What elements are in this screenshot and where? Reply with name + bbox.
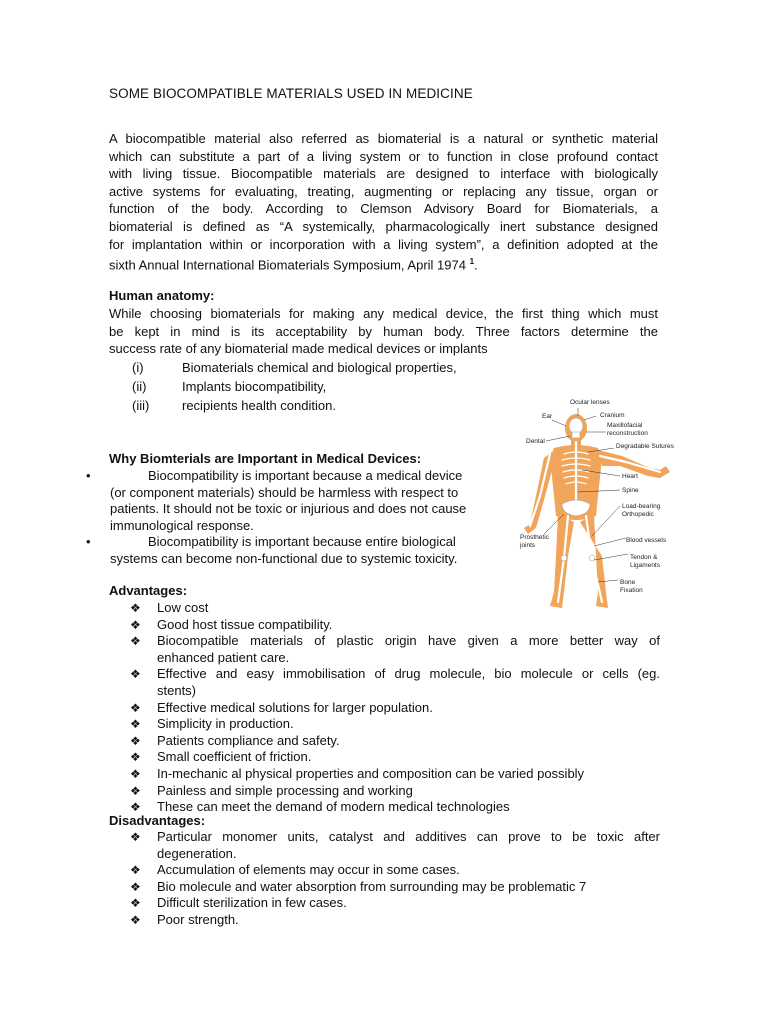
- advantages-item-text: Effective medical solutions for larger population.: [157, 699, 433, 715]
- diamond-bullet-icon: ❖: [130, 717, 141, 732]
- label-fixation: Fixation: [620, 587, 643, 594]
- why-bullet-line: Biocompatibility is important because entire biological: [148, 534, 456, 549]
- diamond-bullet-icon: ❖: [130, 601, 141, 615]
- anatomy-line: be kept in mind is its acceptability by human body. Three factors determine the: [109, 323, 658, 339]
- label-blood-vessels: Blood vessels: [626, 537, 667, 544]
- disadvantages-item-text: Accumulation of elements may occur in some cases.: [157, 862, 460, 878]
- label-heart: Heart: [622, 473, 638, 480]
- diamond-bullet-icon: ❖: [130, 863, 141, 878]
- factor-number: (i): [132, 360, 144, 375]
- diamond-bullet-icon: ❖: [130, 700, 141, 715]
- label-prosthetic: Prosthetic: [520, 534, 549, 541]
- bullet-dot-icon: •: [86, 468, 91, 483]
- diamond-bullet-icon: ❖: [130, 667, 141, 682]
- section-heading-disadvantages: Disadvantages:: [109, 813, 206, 828]
- intro-paragraph: [109, 130, 658, 274]
- skeleton-figure: [510, 396, 688, 618]
- label-tendon: Tendon &: [630, 554, 658, 561]
- diamond-bullet-icon: ❖: [130, 733, 141, 748]
- why-bullet-line: patients. It should not be toxic or injurious and does not cause: [110, 501, 467, 516]
- label-maxillofacial: Maxillofacial: [607, 422, 643, 429]
- anatomy-line: While choosing biomaterials for making any medical device, the first thing which must: [109, 306, 658, 321]
- diamond-bullet-icon: ❖: [130, 830, 141, 844]
- intro-line-last: sixth Annual International Biomaterials Symposium, April 1974 $^1$.: [109, 257, 478, 273]
- advantages-item-text: Painless and simple processing and working: [157, 782, 413, 798]
- advantages-item: [130, 716, 660, 733]
- advantages-item: [130, 617, 660, 634]
- disadvantages-item: [130, 829, 660, 862]
- intro-line: biomaterial is defined as “A systemically, pharmacologically inert substance designed: [109, 218, 658, 234]
- diamond-bullet-icon: ❖: [130, 766, 141, 781]
- factor-item: [132, 396, 457, 415]
- section-heading-why: Why Biomterials are Important in Medical Devices:: [109, 451, 422, 466]
- advantages-item-text: Low cost: [157, 600, 209, 615]
- factor-text: Implants biocompatibility,: [182, 379, 327, 394]
- why-bullet-line: systems can become non-functional due to systemic toxicity.: [110, 550, 458, 566]
- label-reconstruction: reconstruction: [607, 430, 648, 437]
- diamond-bullet-icon: ❖: [130, 879, 141, 894]
- disadvantages-item: [130, 912, 660, 929]
- advantages-item-text: Patients compliance and safety.: [157, 732, 340, 748]
- disadvantages-item: [130, 895, 660, 912]
- advantages-item-text: These can meet the demand of modern medical technologies: [157, 799, 510, 815]
- section-heading-advantages: Advantages:: [109, 583, 188, 598]
- advantages-item-text: enhanced patient care.: [157, 649, 290, 665]
- advantages-item: [130, 666, 660, 699]
- why-bullet-line: Biocompatibility is important because a medical device: [148, 468, 463, 483]
- advantages-item: [130, 733, 660, 750]
- disadvantages-item: [130, 879, 660, 896]
- diamond-bullet-icon: ❖: [130, 617, 141, 632]
- label-load-bearing: Load-bearing: [622, 503, 661, 510]
- disadvantages-item-text: degeneration.: [157, 845, 237, 861]
- why-bullet-line: immunological response.: [110, 517, 254, 533]
- diamond-bullet-icon: ❖: [130, 896, 141, 911]
- label-joints: joints: [520, 542, 536, 549]
- disadvantages-item-text: Bio molecule and water absorption from surrounding may be problematic 7: [157, 878, 587, 894]
- label-cranium: Cranium: [600, 412, 625, 419]
- intro-line: active systems for evaluating, treating, augmenting or replacing any tissue, organ or: [109, 183, 658, 199]
- anatomy-line: success rate of any biomaterial made medical devices or implants: [109, 341, 488, 357]
- advantages-item: [130, 749, 660, 766]
- intro-line: function of the body. According to Clemson Advisory Board for Biomaterials, a: [109, 201, 658, 217]
- advantages-item: [130, 783, 660, 800]
- intro-line: sixth Annual International Biomaterials Symposium, April 1974: [109, 257, 466, 273]
- diamond-bullet-icon: ❖: [130, 800, 141, 815]
- factor-number: (iii): [132, 398, 150, 413]
- diamond-bullet-icon: ❖: [130, 634, 141, 649]
- intro-line: with living tissue. Biocompatible materials are designed to interface with biologically: [109, 166, 658, 182]
- disadvantages-item-text: Difficult sterilization in few cases.: [157, 895, 347, 911]
- label-degradable-sutures: Degradable Sutures: [616, 443, 674, 450]
- section-heading-anatomy: Human anatomy:: [109, 288, 215, 303]
- intro-line: which can substitute a part of a living system or to function in close profound contact: [109, 148, 658, 164]
- factor-item: [132, 377, 457, 396]
- factor-text: Biomaterials chemical and biological properties,: [182, 360, 457, 375]
- advantages-item-text: Effective and easy immobilisation of drug molecule, bio molecule or cells (eg.: [157, 666, 660, 682]
- diamond-bullet-icon: ❖: [130, 912, 141, 927]
- factor-text: recipients health condition.: [182, 398, 336, 413]
- anatomy-paragraph: [109, 305, 658, 358]
- label-orthopedic: Orthopedic: [622, 511, 654, 518]
- why-bullet-list: [86, 468, 506, 568]
- disadvantages-list: [130, 829, 660, 929]
- diamond-bullet-icon: ❖: [130, 750, 141, 765]
- advantages-item-text: Good host tissue compatibility.: [157, 616, 333, 632]
- document-title: SOME BIOCOMPATIBLE MATERIALS USED IN MEDICINE: [109, 86, 473, 101]
- label-ear: Ear: [542, 413, 553, 420]
- footnote-ref: 1: [469, 257, 475, 267]
- label-dental: Dental: [526, 438, 545, 445]
- disadvantages-item-text: Poor strength.: [157, 911, 239, 927]
- advantages-item-text: Simplicity in production.: [157, 716, 294, 732]
- advantages-item: [130, 633, 660, 666]
- advantages-item: [130, 700, 660, 717]
- factor-list: [132, 358, 457, 415]
- advantages-item: [130, 799, 660, 816]
- disadvantages-item-text: Particular monomer units, catalyst and additives can prove to be toxic after: [157, 829, 660, 844]
- factor-item: [132, 358, 457, 377]
- why-bullet-line: (or component materials) should be harmless with respect to: [110, 484, 459, 500]
- advantages-item-text: stents): [157, 682, 197, 698]
- disadvantages-item: [130, 862, 660, 879]
- advantages-item-text: Biocompatible materials of plastic origin have given a more better way of: [157, 633, 660, 649]
- label-bone: Bone: [620, 579, 636, 586]
- diamond-bullet-icon: ❖: [130, 783, 141, 798]
- label-ligaments: Ligaments: [630, 562, 660, 569]
- label-ocular-lenses: Ocular lenses: [570, 399, 610, 406]
- advantages-item: [130, 766, 660, 783]
- bullet-dot-icon: •: [86, 534, 91, 549]
- intro-line: for implantation within or incorporation with a living system”, a definition adopted at the: [109, 236, 658, 252]
- intro-line: A biocompatible material also referred as biomaterial is a natural or synthetic material: [109, 131, 658, 146]
- advantages-item-text: In-mechanic al physical properties and composition can be varied possibly: [157, 765, 585, 781]
- label-spine: Spine: [622, 487, 639, 494]
- advantages-list: [130, 600, 660, 816]
- factor-number: (ii): [132, 379, 147, 394]
- advantages-item-text: Small coefficient of friction.: [157, 749, 312, 765]
